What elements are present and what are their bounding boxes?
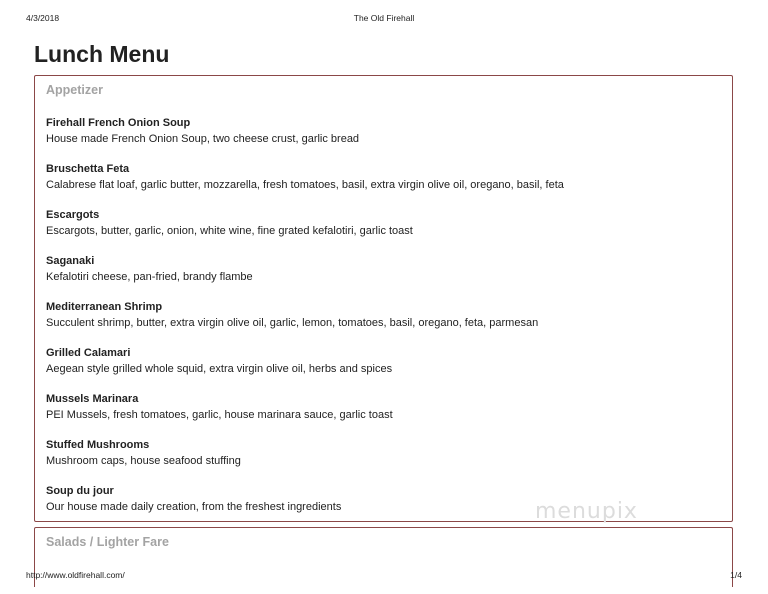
page-title: Lunch Menu — [34, 41, 170, 67]
menu-item-description: Aegean style grilled whole squid, extra virgin olive oil, herbs and spices — [46, 363, 393, 375]
menu-item-name: Grilled Calamari — [46, 347, 131, 359]
menu-item-list — [46, 116, 716, 530]
menu-item-description: Calabrese flat loaf, garlic butter, mozzarella, fresh tomatoes, basil, extra virgin olive oil, oregano, basil, feta — [46, 179, 564, 191]
menu-item-name: Bruschetta Feta — [46, 163, 130, 175]
menu-section-appetizer — [34, 75, 733, 522]
menu-item-name: Stuffed Mushrooms — [46, 439, 150, 451]
menu-item-description: Kefalotiri cheese, pan-fried, brandy flambe — [46, 271, 253, 283]
page-number: 1/4 — [730, 570, 742, 580]
menu-item — [46, 208, 716, 254]
menu-item-description: Escargots, butter, garlic, onion, white wine, fine grated kefalotiri, garlic toast — [46, 225, 413, 237]
menu-item-description: Our house made daily creation, from the freshest ingredients — [46, 501, 342, 513]
print-header — [26, 13, 742, 25]
menu-item-name: Mussels Marinara — [46, 393, 139, 405]
menu-item-name: Soup du jour — [46, 485, 114, 497]
menu-item — [46, 392, 716, 438]
print-page-title: The Old Firehall — [353, 13, 415, 23]
menu-item-description: Succulent shrimp, butter, extra virgin olive oil, garlic, lemon, tomatoes, basil, oregano, feta, parmesan — [46, 317, 539, 329]
print-date: 4/3/2018 — [26, 13, 60, 23]
menu-item-description: House made French Onion Soup, two cheese crust, garlic bread — [46, 133, 360, 145]
menu-item — [46, 438, 716, 484]
print-url[interactable]: http://www.oldfirehall.com/ — [26, 570, 125, 580]
menupix-watermark: menupix — [535, 499, 638, 524]
menu-item — [46, 162, 716, 208]
menu-item-name: Mediterranean Shrimp — [46, 301, 163, 313]
menu-item-name: Firehall French Onion Soup — [46, 117, 191, 129]
print-footer — [26, 570, 742, 582]
section-title: Salads / Lighter Fare — [46, 535, 169, 549]
section-title: Appetizer — [46, 83, 103, 97]
menu-item — [46, 116, 716, 162]
menu-item-description: Mushroom caps, house seafood stuffing — [46, 455, 241, 467]
menu-item-name: Escargots — [46, 209, 100, 221]
menu-item-description: PEI Mussels, fresh tomatoes, garlic, house marinara sauce, garlic toast — [46, 409, 393, 421]
menu-item — [46, 300, 716, 346]
menu-item — [46, 346, 716, 392]
menu-item — [46, 254, 716, 300]
menu-item-name: Saganaki — [46, 255, 95, 267]
